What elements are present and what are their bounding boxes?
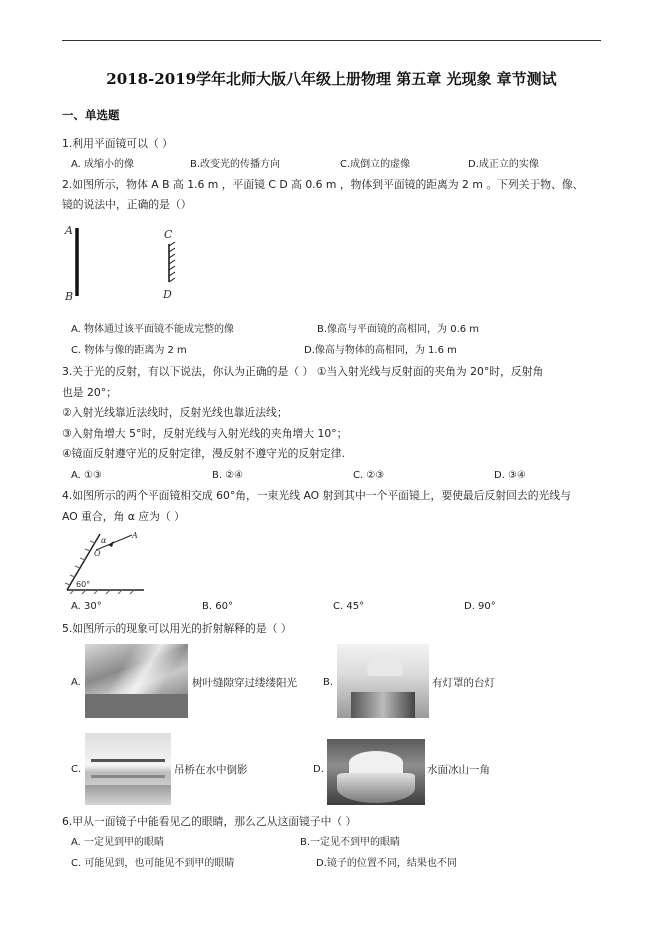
question-3-line-5: ④镜面反射遵守光的反射定律，漫反射不遵守光的反射定律. <box>62 447 346 460</box>
question-5-option-d-caption: 水面冰山一角 <box>427 764 490 776</box>
ray-arrowhead <box>108 541 114 547</box>
iceberg-photo <box>327 739 425 805</box>
label-alpha: α <box>101 536 107 545</box>
question-3-line-1: 3.关于光的反射，有以下说法，你认为正确的是（ ） ①当入射光线与反射面的夹角为 20°时，反射角 <box>62 365 544 378</box>
question-4-figure <box>62 528 152 594</box>
question-6-option-b[interactable]: B.一定见不到甲的眼睛 <box>300 837 401 848</box>
label-o: O <box>94 549 101 558</box>
question-4-option-b[interactable]: B. 60° <box>202 601 233 612</box>
question-5-stem: 5.如图所示的现象可以用光的折射解释的是（ ） <box>62 622 292 635</box>
desk-lamp-photo <box>337 644 429 718</box>
question-1-option-d[interactable]: D.成正立的实像 <box>468 159 539 170</box>
suspension-bridge-reflection-photo <box>85 733 171 805</box>
question-4-option-a[interactable]: A. 30° <box>71 601 102 612</box>
question-3-option-d[interactable]: D. ③④ <box>494 470 526 481</box>
question-5-option-d-letter[interactable]: D. <box>313 764 324 775</box>
question-2-option-a[interactable]: A. 物体通过该平面镜不能成完整的像 <box>71 324 235 335</box>
question-4-option-d[interactable]: D. 90° <box>464 601 496 612</box>
question-2-option-d[interactable]: D.像高与物体的高相同，为 1.6 m <box>304 345 457 356</box>
sunlight-through-trees-photo <box>85 644 188 718</box>
question-2-figure <box>62 218 202 310</box>
question-5-option-b-letter[interactable]: B. <box>323 677 334 688</box>
question-1-option-c[interactable]: C.成倒立的虚像 <box>340 159 411 170</box>
label-a: A <box>132 531 138 540</box>
label-d: D <box>163 288 172 301</box>
question-5-option-a-letter[interactable]: A. <box>71 677 81 688</box>
question-3-option-b[interactable]: B. ②④ <box>212 470 244 481</box>
question-5-option-b-caption: 有灯罩的台灯 <box>432 677 495 689</box>
question-3-line-3: ②入射光线靠近法线时，反射光线也靠近法线； <box>62 406 288 419</box>
label-a: A <box>65 224 73 237</box>
label-60-degree: 60° <box>76 580 91 589</box>
top-rule <box>62 40 601 41</box>
question-4-line-2: AO 重合，角 α 应为（ ） <box>62 510 185 523</box>
question-1-stem: 1.利用平面镜可以（ ） <box>62 137 173 150</box>
mirror-hatching <box>169 242 175 282</box>
question-2-stem-line-1: 2.如图所示，物体 A B 高 1.6 m ，平面镜 C D 高 0.6 m ，物体到平面镜的距离为 2 m 。下列关于物、像、 <box>62 178 584 191</box>
page-title: 2018-2019学年北师大版八年级上册物理 第五章 光现象 章节测试 <box>106 70 557 88</box>
question-6-option-a[interactable]: A. 一定见到甲的眼睛 <box>71 837 165 848</box>
question-6-stem: 6.甲从一面镜子中能看见乙的眼睛，那么乙从这面镜子中（ ） <box>62 815 357 828</box>
question-5-option-a-caption: 树叶缝隙穿过缕缕阳光 <box>192 677 297 689</box>
question-1-option-a[interactable]: A. 成缩小的像 <box>71 159 135 170</box>
section-heading: 一、单选题 <box>62 108 120 122</box>
question-6-option-d[interactable]: D.镜子的位置不同，结果也不同 <box>316 858 457 869</box>
question-3-line-4: ③入射角增大 5°时，反射光线与入射光线的夹角增大 10°； <box>62 427 348 440</box>
question-4-line-1: 4.如图所示的两个平面镜相交成 60°角，一束光线 AO 射到其中一个平面镜上，要使最后反射回去的光线与 <box>62 489 571 502</box>
label-b: B <box>65 290 74 303</box>
question-1-option-b[interactable]: B.改变光的传播方向 <box>190 159 281 170</box>
question-3-line-2: 也是 20°； <box>62 386 117 399</box>
question-3-option-a[interactable]: A. ①③ <box>71 470 102 481</box>
question-2-option-b[interactable]: B.像高与平面镜的高相同，为 0.6 m <box>317 324 480 335</box>
question-6-option-c[interactable]: C. 可能见到，也可能见不到甲的眼睛 <box>71 858 235 869</box>
question-5-option-c-letter[interactable]: C. <box>71 764 82 775</box>
label-c: C <box>164 228 173 241</box>
question-2-option-c[interactable]: C. 物体与像的距离为 2 m <box>71 345 187 356</box>
question-5-option-c-caption: 吊桥在水中倒影 <box>174 764 248 776</box>
question-3-option-c[interactable]: C. ②③ <box>353 470 385 481</box>
question-4-option-c[interactable]: C. 45° <box>333 601 365 612</box>
question-2-stem-line-2: 镜的说法中，正确的是（） <box>62 198 192 211</box>
